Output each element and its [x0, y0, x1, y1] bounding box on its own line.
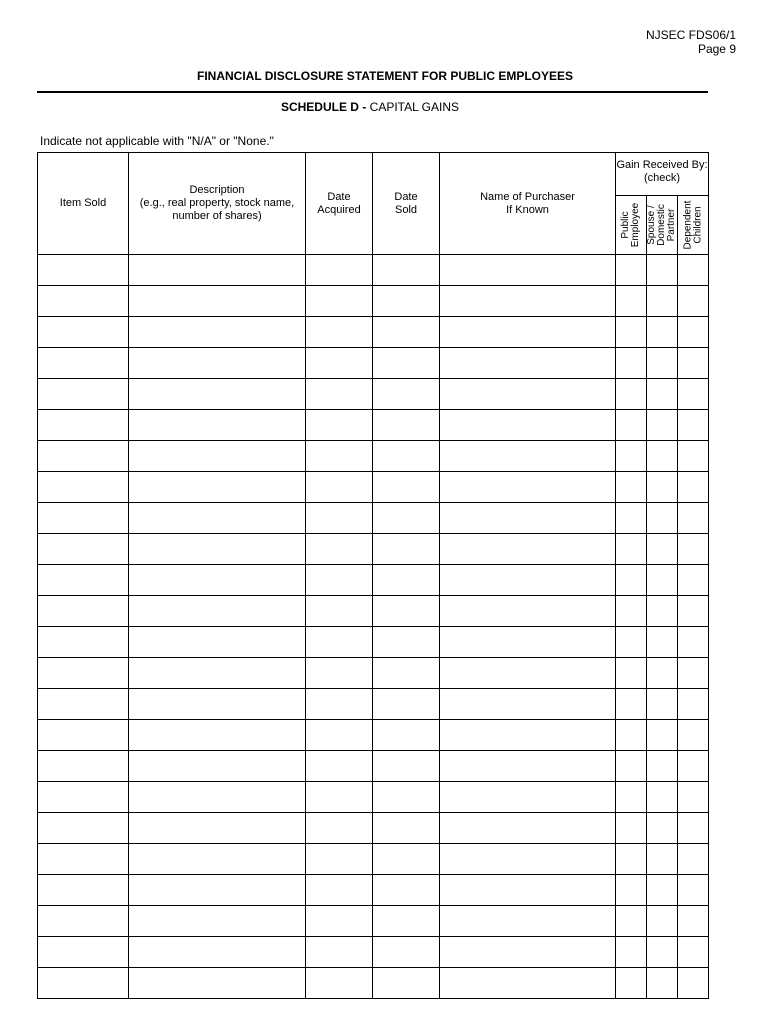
item-sold-cell[interactable] — [38, 813, 129, 844]
date-sold-cell[interactable] — [373, 596, 440, 627]
description-cell[interactable] — [129, 968, 306, 999]
item-sold-cell[interactable] — [38, 751, 129, 782]
check-public-employee-cell[interactable] — [616, 782, 647, 813]
table-row — [38, 968, 709, 999]
check-spouse-cell[interactable] — [647, 441, 678, 472]
date-acquired-cell[interactable] — [306, 658, 373, 689]
date-sold-cell[interactable] — [373, 317, 440, 348]
check-public-employee-cell[interactable] — [616, 844, 647, 875]
date-acquired-cell[interactable] — [306, 348, 373, 379]
check-spouse-cell[interactable] — [647, 658, 678, 689]
date-sold-cell[interactable] — [373, 906, 440, 937]
check-dependent-cell[interactable] — [678, 720, 709, 751]
date-acquired-cell[interactable] — [306, 565, 373, 596]
check-public-employee-cell[interactable] — [616, 534, 647, 565]
check-dependent-cell[interactable] — [678, 968, 709, 999]
date-acquired-cell[interactable] — [306, 844, 373, 875]
purchaser-name-cell[interactable] — [440, 596, 616, 627]
check-dependent-cell[interactable] — [678, 503, 709, 534]
check-dependent-cell[interactable] — [678, 751, 709, 782]
check-spouse-cell[interactable] — [647, 596, 678, 627]
description-cell[interactable] — [129, 503, 306, 534]
purchaser-name-cell[interactable] — [440, 534, 616, 565]
description-cell[interactable] — [129, 875, 306, 906]
check-dependent-cell[interactable] — [678, 441, 709, 472]
check-dependent-cell[interactable] — [678, 534, 709, 565]
date-acquired-cell[interactable] — [306, 968, 373, 999]
form-code: NJSEC FDS06/1 — [645, 28, 736, 42]
item-sold-cell[interactable] — [38, 472, 129, 503]
table-row — [38, 348, 709, 379]
purchaser-name-cell[interactable] — [440, 441, 616, 472]
date-sold-cell[interactable] — [373, 472, 440, 503]
date-sold-cell[interactable] — [373, 565, 440, 596]
table-row — [38, 534, 709, 565]
date-sold-cell[interactable] — [373, 875, 440, 906]
description-cell[interactable] — [129, 627, 306, 658]
check-spouse-cell[interactable] — [647, 286, 678, 317]
check-spouse-cell[interactable] — [647, 968, 678, 999]
date-sold-cell[interactable] — [373, 658, 440, 689]
date-sold-cell[interactable] — [373, 348, 440, 379]
check-public-employee-cell[interactable] — [616, 441, 647, 472]
check-public-employee-cell[interactable] — [616, 813, 647, 844]
date-sold-cell[interactable] — [373, 441, 440, 472]
purchaser-name-cell[interactable] — [440, 689, 616, 720]
item-sold-cell[interactable] — [38, 782, 129, 813]
item-sold-cell[interactable] — [38, 441, 129, 472]
check-public-employee-cell[interactable] — [616, 875, 647, 906]
check-dependent-cell[interactable] — [678, 348, 709, 379]
description-cell[interactable] — [129, 751, 306, 782]
check-public-employee-cell[interactable] — [616, 410, 647, 441]
date-acquired-cell[interactable] — [306, 751, 373, 782]
item-sold-cell[interactable] — [38, 565, 129, 596]
date-sold-cell[interactable] — [373, 379, 440, 410]
description-cell[interactable] — [129, 348, 306, 379]
item-sold-cell[interactable] — [38, 503, 129, 534]
check-dependent-cell[interactable] — [678, 255, 709, 286]
check-public-employee-cell[interactable] — [616, 255, 647, 286]
check-dependent-cell[interactable] — [678, 875, 709, 906]
table-row — [38, 410, 709, 441]
description-cell[interactable] — [129, 906, 306, 937]
description-cell[interactable] — [129, 255, 306, 286]
table-body — [38, 255, 709, 999]
table-row — [38, 782, 709, 813]
purchaser-name-cell[interactable] — [440, 844, 616, 875]
table-row — [38, 875, 709, 906]
check-public-employee-cell[interactable] — [616, 379, 647, 410]
date-sold-cell[interactable] — [373, 937, 440, 968]
check-spouse-cell[interactable] — [647, 534, 678, 565]
date-sold-cell[interactable] — [373, 720, 440, 751]
date-acquired-cell[interactable] — [306, 596, 373, 627]
purchaser-name-cell[interactable] — [440, 813, 616, 844]
header-spouse-partner: Spouse / Domestic Partner — [647, 196, 678, 255]
check-spouse-cell[interactable] — [647, 379, 678, 410]
purchaser-name-cell[interactable] — [440, 348, 616, 379]
check-spouse-cell[interactable] — [647, 720, 678, 751]
description-cell[interactable] — [129, 596, 306, 627]
description-cell[interactable] — [129, 689, 306, 720]
purchaser-name-cell[interactable] — [440, 255, 616, 286]
header-date-sold: Date Sold — [373, 153, 440, 255]
check-dependent-cell[interactable] — [678, 410, 709, 441]
check-public-employee-cell[interactable] — [616, 968, 647, 999]
date-acquired-cell[interactable] — [306, 813, 373, 844]
check-public-employee-cell[interactable] — [616, 906, 647, 937]
date-acquired-cell[interactable] — [306, 627, 373, 658]
check-spouse-cell[interactable] — [647, 844, 678, 875]
check-dependent-cell[interactable] — [678, 472, 709, 503]
date-sold-cell[interactable] — [373, 286, 440, 317]
check-dependent-cell[interactable] — [678, 844, 709, 875]
purchaser-name-cell[interactable] — [440, 968, 616, 999]
check-spouse-cell[interactable] — [647, 565, 678, 596]
description-cell[interactable] — [129, 937, 306, 968]
check-public-employee-cell[interactable] — [616, 317, 647, 348]
item-sold-cell[interactable] — [38, 689, 129, 720]
form-code-block — [646, 28, 736, 56]
header-date-acquired: Date Acquired — [306, 153, 373, 255]
table-row — [38, 844, 709, 875]
check-dependent-cell[interactable] — [678, 813, 709, 844]
purchaser-name-cell[interactable] — [440, 317, 616, 348]
table-row — [38, 255, 709, 286]
description-cell[interactable] — [129, 844, 306, 875]
table-row — [38, 813, 709, 844]
table-row — [38, 565, 709, 596]
check-spouse-cell[interactable] — [647, 813, 678, 844]
header-description: Description (e.g., real property, stock name, number of shares) — [129, 153, 306, 255]
date-acquired-cell[interactable] — [306, 317, 373, 348]
check-dependent-cell[interactable] — [678, 627, 709, 658]
check-spouse-cell[interactable] — [647, 689, 678, 720]
check-dependent-cell[interactable] — [678, 782, 709, 813]
date-acquired-cell[interactable] — [306, 472, 373, 503]
check-public-employee-cell[interactable] — [616, 286, 647, 317]
check-dependent-cell[interactable] — [678, 286, 709, 317]
description-cell[interactable] — [129, 534, 306, 565]
item-sold-cell[interactable] — [38, 596, 129, 627]
table-row — [38, 503, 709, 534]
description-cell[interactable] — [129, 379, 306, 410]
check-dependent-cell[interactable] — [678, 906, 709, 937]
item-sold-cell[interactable] — [38, 658, 129, 689]
schedule-title — [0, 100, 740, 114]
item-sold-cell[interactable] — [38, 255, 129, 286]
item-sold-cell[interactable] — [38, 937, 129, 968]
date-sold-cell[interactable] — [373, 503, 440, 534]
check-dependent-cell[interactable] — [678, 565, 709, 596]
check-public-employee-cell[interactable] — [616, 689, 647, 720]
schedule-name: CAPITAL GAINS — [369, 100, 460, 114]
date-sold-cell[interactable] — [373, 813, 440, 844]
page-number: Page 9 — [697, 42, 736, 56]
date-acquired-cell[interactable] — [306, 906, 373, 937]
item-sold-cell[interactable] — [38, 317, 129, 348]
check-spouse-cell[interactable] — [647, 937, 678, 968]
table-row — [38, 286, 709, 317]
check-public-employee-cell[interactable] — [616, 503, 647, 534]
capital-gains-table — [37, 152, 709, 999]
date-acquired-cell[interactable] — [306, 689, 373, 720]
header-public-employee: Public Employee — [616, 196, 647, 255]
item-sold-cell[interactable] — [38, 720, 129, 751]
check-spouse-cell[interactable] — [647, 255, 678, 286]
description-cell[interactable] — [129, 410, 306, 441]
date-acquired-cell[interactable] — [306, 255, 373, 286]
date-sold-cell[interactable] — [373, 534, 440, 565]
check-spouse-cell[interactable] — [647, 503, 678, 534]
page-title: FINANCIAL DISCLOSURE STATEMENT FOR PUBLIC EMPLOYEES — [196, 69, 573, 83]
header-item-sold: Item Sold — [38, 153, 129, 255]
table-row — [38, 627, 709, 658]
check-dependent-cell[interactable] — [678, 317, 709, 348]
table-row — [38, 441, 709, 472]
date-acquired-cell[interactable] — [306, 937, 373, 968]
item-sold-cell[interactable] — [38, 844, 129, 875]
purchaser-name-cell[interactable] — [440, 472, 616, 503]
purchaser-name-cell[interactable] — [440, 782, 616, 813]
date-sold-cell[interactable] — [373, 968, 440, 999]
table-row — [38, 937, 709, 968]
purchaser-name-cell[interactable] — [440, 503, 616, 534]
item-sold-cell[interactable] — [38, 968, 129, 999]
header-dependent-children: Dependent Children — [678, 196, 709, 255]
date-sold-cell[interactable] — [373, 255, 440, 286]
description-cell[interactable] — [129, 782, 306, 813]
check-public-employee-cell[interactable] — [616, 751, 647, 782]
item-sold-cell[interactable] — [38, 534, 129, 565]
date-sold-cell[interactable] — [373, 689, 440, 720]
item-sold-cell[interactable] — [38, 410, 129, 441]
date-acquired-cell[interactable] — [306, 379, 373, 410]
check-dependent-cell[interactable] — [678, 379, 709, 410]
description-cell[interactable] — [129, 441, 306, 472]
table-row — [38, 720, 709, 751]
check-spouse-cell[interactable] — [647, 751, 678, 782]
check-public-employee-cell[interactable] — [616, 472, 647, 503]
date-sold-cell[interactable] — [373, 844, 440, 875]
header-purchaser: Name of Purchaser If Known — [440, 153, 616, 255]
check-spouse-cell[interactable] — [647, 472, 678, 503]
check-dependent-cell[interactable] — [678, 596, 709, 627]
date-acquired-cell[interactable] — [306, 875, 373, 906]
check-spouse-cell[interactable] — [647, 782, 678, 813]
check-spouse-cell[interactable] — [647, 627, 678, 658]
item-sold-cell[interactable] — [38, 379, 129, 410]
header-gain-received: Gain Received By: (check) — [616, 153, 709, 196]
description-cell[interactable] — [129, 720, 306, 751]
table-row — [38, 751, 709, 782]
date-acquired-cell[interactable] — [306, 720, 373, 751]
check-spouse-cell[interactable] — [647, 317, 678, 348]
description-cell[interactable] — [129, 472, 306, 503]
table-row — [38, 689, 709, 720]
table-row — [38, 596, 709, 627]
purchaser-name-cell[interactable] — [440, 658, 616, 689]
date-acquired-cell[interactable] — [306, 534, 373, 565]
description-cell[interactable] — [129, 565, 306, 596]
date-acquired-cell[interactable] — [306, 782, 373, 813]
check-public-employee-cell[interactable] — [616, 596, 647, 627]
check-spouse-cell[interactable] — [647, 410, 678, 441]
item-sold-cell[interactable] — [38, 348, 129, 379]
purchaser-name-cell[interactable] — [440, 565, 616, 596]
purchaser-name-cell[interactable] — [440, 906, 616, 937]
table-row — [38, 317, 709, 348]
check-dependent-cell[interactable] — [678, 937, 709, 968]
item-sold-cell[interactable] — [38, 906, 129, 937]
check-public-employee-cell[interactable] — [616, 627, 647, 658]
description-cell[interactable] — [129, 813, 306, 844]
instruction-text: Indicate not applicable with "N/A" or "None." — [40, 134, 274, 148]
description-cell[interactable] — [129, 658, 306, 689]
check-dependent-cell[interactable] — [678, 689, 709, 720]
table-row — [38, 906, 709, 937]
purchaser-name-cell[interactable] — [440, 627, 616, 658]
check-spouse-cell[interactable] — [647, 906, 678, 937]
item-sold-cell[interactable] — [38, 875, 129, 906]
item-sold-cell[interactable] — [38, 627, 129, 658]
table-row — [38, 658, 709, 689]
purchaser-name-cell[interactable] — [440, 720, 616, 751]
purchaser-name-cell[interactable] — [440, 379, 616, 410]
date-sold-cell[interactable] — [373, 410, 440, 441]
date-sold-cell[interactable] — [373, 782, 440, 813]
date-acquired-cell[interactable] — [306, 441, 373, 472]
schedule-label: SCHEDULE D - — [280, 100, 367, 114]
description-cell[interactable] — [129, 317, 306, 348]
check-public-employee-cell[interactable] — [616, 348, 647, 379]
title-divider — [37, 91, 708, 93]
item-sold-cell[interactable] — [38, 286, 129, 317]
date-sold-cell[interactable] — [373, 751, 440, 782]
purchaser-name-cell[interactable] — [440, 875, 616, 906]
check-public-employee-cell[interactable] — [616, 658, 647, 689]
date-acquired-cell[interactable] — [306, 503, 373, 534]
table-row — [38, 472, 709, 503]
purchaser-name-cell[interactable] — [440, 937, 616, 968]
check-spouse-cell[interactable] — [647, 348, 678, 379]
check-public-employee-cell[interactable] — [616, 720, 647, 751]
purchaser-name-cell[interactable] — [440, 410, 616, 441]
table-row — [38, 379, 709, 410]
date-acquired-cell[interactable] — [306, 286, 373, 317]
date-acquired-cell[interactable] — [306, 410, 373, 441]
check-public-employee-cell[interactable] — [616, 565, 647, 596]
check-dependent-cell[interactable] — [678, 658, 709, 689]
purchaser-name-cell[interactable] — [440, 286, 616, 317]
description-cell[interactable] — [129, 286, 306, 317]
purchaser-name-cell[interactable] — [440, 751, 616, 782]
date-sold-cell[interactable] — [373, 627, 440, 658]
check-spouse-cell[interactable] — [647, 875, 678, 906]
check-public-employee-cell[interactable] — [616, 937, 647, 968]
